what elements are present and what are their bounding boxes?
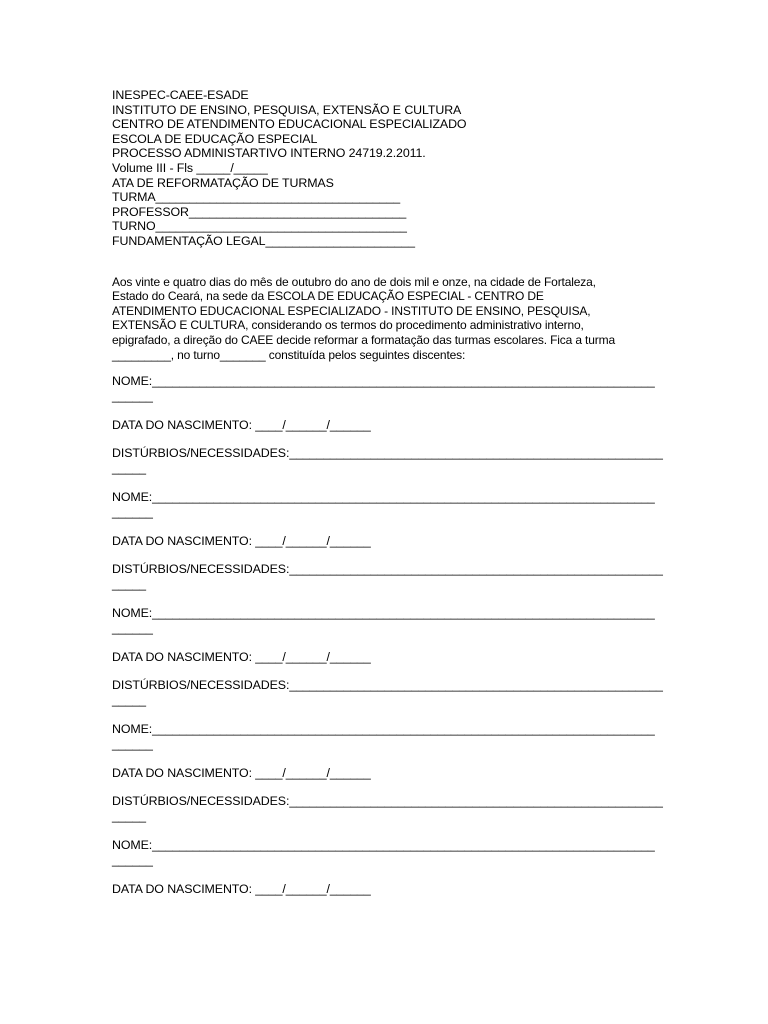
birth-date-label: DATA DO NASCIMENTO: xyxy=(112,765,252,780)
student-name-field xyxy=(112,374,657,404)
birth-date-label: DATA DO NASCIMENTO: xyxy=(112,533,252,548)
name-label: NOME: xyxy=(112,606,153,621)
disorders-blank: _______________________________________________________ xyxy=(289,678,663,693)
disorders-label: DISTÚRBIOS/NECESSIDADES: xyxy=(112,446,290,461)
disorders-blank-continuation: _____ xyxy=(112,809,146,824)
birth-date-field xyxy=(112,650,657,665)
institution-acronyms: INESPEC-CAEE-ESADE xyxy=(112,88,249,102)
intro-line: Estado do Ceará, na sede da ESCOLA DE EDUCAÇÃO ESPECIAL - CENTRO DE xyxy=(112,289,544,304)
name-blank-continuation: ______ xyxy=(112,852,153,867)
name-blank: __________________________________________________________________________ xyxy=(152,606,655,621)
center-name: CENTRO DE ATENDIMENTO EDUCACIONAL ESPECIALIZADO xyxy=(112,117,467,132)
student-name-field xyxy=(112,606,657,636)
intro-paragraph xyxy=(112,275,657,363)
disorders-field xyxy=(112,794,663,824)
student-name-field xyxy=(112,838,657,868)
disorders-field xyxy=(112,562,663,592)
birth-date-blank: ____/______/______ xyxy=(251,765,371,780)
name-blank: __________________________________________________________________________ xyxy=(152,490,655,505)
disorders-blank: _______________________________________________________ xyxy=(289,562,663,577)
birth-date-blank: ____/______/______ xyxy=(251,417,371,432)
disorders-blank: _______________________________________________________ xyxy=(289,446,663,461)
name-label: NOME: xyxy=(112,374,153,389)
name-blank-continuation: ______ xyxy=(112,388,153,403)
birth-date-blank: ____/______/______ xyxy=(251,881,371,896)
birth-date-field xyxy=(112,418,657,433)
birth-date-label: DATA DO NASCIMENTO: xyxy=(112,649,252,664)
student-list xyxy=(112,374,663,896)
student-name-field xyxy=(112,722,657,752)
name-label: NOME: xyxy=(112,490,153,505)
disorders-blank-continuation: _____ xyxy=(112,577,146,592)
disorders-blank: _______________________________________________________ xyxy=(289,794,663,809)
process-number: PROCESSO ADMINISTARTIVO INTERNO 24719.2.2011. xyxy=(112,146,426,161)
disorders-field xyxy=(112,678,663,708)
intro-line: epigrafado, a direção do CAEE decide reformar a formatação das turmas escolares. Fica a turma xyxy=(112,332,615,347)
legal-basis-field: FUNDAMENTAÇÃO LEGAL______________________ xyxy=(112,233,415,248)
birth-date-field xyxy=(112,534,657,549)
name-label: NOME: xyxy=(112,838,153,853)
intro-line: ATENDIMENTO EDUCACIONAL ESPECIALIZADO - INSTITUTO DE ENSINO, PESQUISA, xyxy=(112,303,591,318)
birth-date-blank: ____/______/______ xyxy=(251,649,371,664)
birth-date-label: DATA DO NASCIMENTO: xyxy=(112,881,252,896)
birth-date-field xyxy=(112,766,657,781)
name-blank: __________________________________________________________________________ xyxy=(152,838,655,853)
name-blank-continuation: ______ xyxy=(112,620,153,635)
name-blank-continuation: ______ xyxy=(112,504,153,519)
disorders-label: DISTÚRBIOS/NECESSIDADES: xyxy=(112,794,290,809)
birth-date-blank: ____/______/______ xyxy=(251,533,371,548)
name-blank-continuation: ______ xyxy=(112,736,153,751)
turno-field: TURNO_____________________________________ xyxy=(112,219,407,234)
name-blank: __________________________________________________________________________ xyxy=(152,374,655,389)
disorders-field xyxy=(112,446,663,476)
intro-line: _________, no turno_______ constituída pelos seguintes discentes: xyxy=(112,347,466,362)
document-page xyxy=(112,88,663,896)
intro-line: EXTENSÃO E CULTURA, considerando os termos do procedimento administrativo interno, xyxy=(112,318,584,333)
disorders-blank-continuation: _____ xyxy=(112,693,146,708)
disorders-label: DISTÚRBIOS/NECESSIDADES: xyxy=(112,678,290,693)
volume-pages: Volume III - Fls _____/_____ xyxy=(112,160,268,175)
institute-name: INSTITUTO DE ENSINO, PESQUISA, EXTENSÃO E CULTURA xyxy=(112,102,462,117)
name-blank: __________________________________________________________________________ xyxy=(152,722,655,737)
school-name: ESCOLA DE EDUCAÇÃO ESPECIAL xyxy=(112,131,318,146)
disorders-label: DISTÚRBIOS/NECESSIDADES: xyxy=(112,562,290,577)
student-name-field xyxy=(112,490,657,520)
birth-date-label: DATA DO NASCIMENTO: xyxy=(112,417,252,432)
birth-date-field xyxy=(112,882,657,897)
intro-line: Aos vinte e quatro dias do mês de outubro do ano de dois mil e onze, na cidade de Fortaleza, xyxy=(112,274,596,289)
document-title: ATA DE REFORMATAÇÃO DE TURMAS xyxy=(112,175,334,190)
disorders-blank-continuation: _____ xyxy=(112,461,146,476)
turma-field: TURMA____________________________________ xyxy=(112,190,401,205)
professor-field: PROFESSOR________________________________ xyxy=(112,204,407,219)
name-label: NOME: xyxy=(112,722,153,737)
document-header xyxy=(112,88,657,249)
